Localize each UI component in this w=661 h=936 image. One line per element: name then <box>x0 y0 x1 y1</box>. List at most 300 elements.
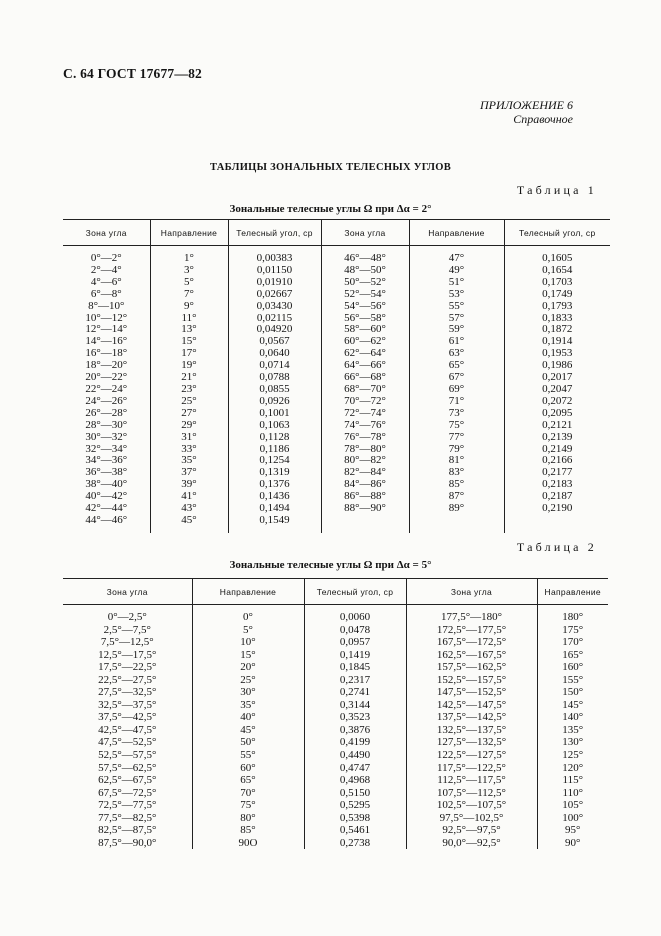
table-cell: 52°—54° <box>321 289 409 301</box>
table2-header-cell: Направление <box>537 579 608 605</box>
table-cell: 42°—44° <box>85 502 128 515</box>
table-cell: 160° <box>537 661 608 674</box>
table-cell: 0°—2,5° <box>107 611 147 623</box>
table-cell: 4°—6° <box>90 275 122 288</box>
table-cell: 152,5°—157,5° <box>406 674 537 687</box>
table-cell: 172,5°—177,5° <box>406 624 537 637</box>
table-cell <box>409 515 504 527</box>
table-row <box>63 313 610 325</box>
table-cell: 62,5°—67,5° <box>98 774 157 787</box>
table-cell: 84°—86° <box>321 479 409 491</box>
table-cell: 31° <box>150 432 228 444</box>
table-cell: 8°—10° <box>88 299 125 312</box>
table2-header-row <box>63 579 608 605</box>
table-cell: 5° <box>192 624 304 637</box>
table-cell: 46°—48° <box>321 253 409 265</box>
table-row <box>63 724 608 737</box>
table-cell: 0,0926 <box>228 396 321 408</box>
table-cell: 142,5°—147,5° <box>406 699 537 712</box>
table-row <box>63 762 608 775</box>
table-cell: 0,1494 <box>228 503 321 515</box>
table-cell: 74°—76° <box>321 420 409 432</box>
table-cell: 72°—74° <box>321 408 409 420</box>
table-row <box>63 479 610 491</box>
table-cell: 145° <box>537 699 608 712</box>
table-cell: 20° <box>192 661 304 674</box>
table-cell: 56°—58° <box>321 313 409 325</box>
table-row <box>63 336 610 348</box>
table-cell: 0,1703 <box>504 277 610 289</box>
table-cell: 15° <box>150 336 228 348</box>
table1-body <box>63 246 610 533</box>
table-cell: 55° <box>192 749 304 762</box>
table-cell: 180° <box>537 611 608 624</box>
table-cell: 0,00383 <box>228 253 321 265</box>
table-cell: 36°—38° <box>85 466 128 479</box>
table-cell: 165° <box>537 649 608 662</box>
table-cell: 132,5°—137,5° <box>406 724 537 737</box>
table-cell: 13° <box>150 324 228 336</box>
table-cell: 137,5°—142,5° <box>406 711 537 724</box>
table2-header-cell: Телесный угол, ср <box>304 579 406 605</box>
table-cell: 0,0567 <box>228 336 321 348</box>
table-cell: 41° <box>150 491 228 503</box>
table-cell: 76°—78° <box>321 432 409 444</box>
table-cell: 0,1319 <box>228 467 321 479</box>
table-row <box>63 408 610 420</box>
table-row <box>63 837 608 850</box>
table-cell: 0,1436 <box>228 491 321 503</box>
table-cell: 0,1833 <box>504 313 610 325</box>
table-cell: 26°—28° <box>85 406 128 419</box>
table-cell: 125° <box>537 749 608 762</box>
table-cell: 14°—16° <box>85 335 128 348</box>
table-row <box>63 455 610 467</box>
table-cell: 82°—84° <box>321 467 409 479</box>
table2-caption: Зональные телесные углы Ω при Δα = 5° <box>229 559 432 571</box>
table-cell: 0,04920 <box>228 324 321 336</box>
table-cell: 69° <box>409 384 504 396</box>
table-cell: 85° <box>192 824 304 837</box>
table-cell: 107,5°—112,5° <box>406 787 537 800</box>
table-cell: 32°—34° <box>85 442 128 455</box>
table-row <box>63 787 608 800</box>
table-cell: 127,5°—132,5° <box>406 736 537 749</box>
table1-header-cell: Зона угла <box>63 220 150 246</box>
table-row <box>63 824 608 837</box>
table-cell: 0,1749 <box>504 289 610 301</box>
table-cell: 0,1063 <box>228 420 321 432</box>
table-cell: 57,5°—62,5° <box>98 761 157 774</box>
table-row <box>63 396 610 408</box>
table-cell: 0,01910 <box>228 277 321 289</box>
table-cell: 25° <box>150 396 228 408</box>
table-cell: 0,5461 <box>304 824 406 837</box>
table-cell: 0,0714 <box>228 360 321 372</box>
table-cell: 48°—50° <box>321 265 409 277</box>
table2-header-cell: Зона угла <box>406 579 537 605</box>
table-cell: 73° <box>409 408 504 420</box>
table1-header-cell: Направление <box>409 220 504 246</box>
table-cell: 5° <box>150 277 228 289</box>
table-cell: 23° <box>150 384 228 396</box>
table-cell: 12°—14° <box>85 323 128 336</box>
table-cell: 12,5°—17,5° <box>98 648 157 661</box>
table-cell: 32,5°—37,5° <box>98 698 157 711</box>
table-cell: 54°—56° <box>321 301 409 313</box>
table-cell: 0,1953 <box>504 348 610 360</box>
table-cell: 175° <box>537 624 608 637</box>
table-cell: 86°—88° <box>321 491 409 503</box>
table-cell: 83° <box>409 467 504 479</box>
table-cell: 0,0788 <box>228 372 321 384</box>
table-cell: 120° <box>537 762 608 775</box>
table-cell: 0,2166 <box>504 455 610 467</box>
table-cell: 102,5°—107,5° <box>406 799 537 812</box>
table-row <box>63 611 608 624</box>
table-cell: 85° <box>409 479 504 491</box>
table-cell: 80°—82° <box>321 455 409 467</box>
table-cell: 43° <box>150 503 228 515</box>
table-row <box>63 711 608 724</box>
table-cell: 0,1001 <box>228 408 321 420</box>
table-cell: 21° <box>150 372 228 384</box>
table-cell: 90,0°—92,5° <box>406 837 537 850</box>
table-cell: 35° <box>150 455 228 467</box>
table-cell: 130° <box>537 736 608 749</box>
table-cell: 0,0060 <box>304 611 406 624</box>
table-cell: 50°—52° <box>321 277 409 289</box>
table-row <box>63 348 610 360</box>
table-cell: 65° <box>409 360 504 372</box>
table-cell: 45° <box>150 515 228 527</box>
table-cell: 71° <box>409 396 504 408</box>
table-row <box>63 699 608 712</box>
table-cell: 55° <box>409 301 504 313</box>
table-cell: 27,5°—32,5° <box>98 686 157 699</box>
table-row <box>63 649 608 662</box>
appendix-heading <box>480 98 573 126</box>
table-cell: 89° <box>409 503 504 515</box>
table-row <box>63 467 610 479</box>
table-cell: 0,2139 <box>504 432 610 444</box>
table-cell: 155° <box>537 674 608 687</box>
table-cell: 6°—8° <box>90 287 122 300</box>
table-cell: 33° <box>150 444 228 456</box>
table-cell: 105° <box>537 799 608 812</box>
table-cell: 90О <box>192 837 304 850</box>
table-cell: 15° <box>192 649 304 662</box>
table-row <box>63 491 610 503</box>
table-cell: 0,1254 <box>228 455 321 467</box>
table-cell: 67° <box>409 372 504 384</box>
table-cell: 0,2190 <box>504 503 610 515</box>
table-cell: 177,5°—180° <box>406 611 537 624</box>
table-cell: 11° <box>150 313 228 325</box>
table-row <box>63 774 608 787</box>
table-cell: 64°—66° <box>321 360 409 372</box>
table-cell: 0,1128 <box>228 432 321 444</box>
table-cell: 1° <box>150 253 228 265</box>
table-cell: 35° <box>192 699 304 712</box>
table-cell: 157,5°—162,5° <box>406 661 537 674</box>
table-cell: 0,1793 <box>504 301 610 313</box>
table-cell: 0,2177 <box>504 467 610 479</box>
table-cell: 0,1914 <box>504 336 610 348</box>
table-cell: 18°—20° <box>85 359 128 372</box>
page-header: С. 64 ГОСТ 17677—82 <box>63 66 202 81</box>
table2-body <box>63 605 608 850</box>
table-cell: 57° <box>409 313 504 325</box>
table-cell: 0,1186 <box>228 444 321 456</box>
table-cell: 0,5295 <box>304 799 406 812</box>
table-cell: 0,02667 <box>228 289 321 301</box>
table-cell: 0,3523 <box>304 711 406 724</box>
table-cell: 79° <box>409 444 504 456</box>
table-cell: 0,2072 <box>504 396 610 408</box>
table-cell: 0,1986 <box>504 360 610 372</box>
table1 <box>63 219 610 533</box>
appendix-subtitle: Справочное <box>513 112 573 126</box>
table-cell: 75° <box>192 799 304 812</box>
table-row <box>63 515 610 527</box>
table-cell: 0,3876 <box>304 724 406 737</box>
table-cell: 87° <box>409 491 504 503</box>
table-cell: 10° <box>192 636 304 649</box>
table-cell: 40° <box>192 711 304 724</box>
table-cell: 68°—70° <box>321 384 409 396</box>
table-cell: 16°—18° <box>85 347 128 360</box>
table-cell: 0,2121 <box>504 420 610 432</box>
table-cell: 122,5°—127,5° <box>406 749 537 762</box>
spacer-row <box>63 246 610 254</box>
table-cell: 95° <box>537 824 608 837</box>
table-cell: 77° <box>409 432 504 444</box>
table-cell: 90° <box>537 837 608 850</box>
table-row <box>63 624 608 637</box>
table-row <box>63 686 608 699</box>
main-title: ТАБЛИЦЫ ЗОНАЛЬНЫХ ТЕЛЕСНЫХ УГЛОВ <box>209 162 452 173</box>
table-cell: 58°—60° <box>321 324 409 336</box>
table-cell: 78°—80° <box>321 444 409 456</box>
table-row <box>63 812 608 825</box>
table-row <box>63 420 610 432</box>
table-row <box>63 253 610 265</box>
table-cell: 65° <box>192 774 304 787</box>
table-cell: 17,5°—22,5° <box>98 661 157 674</box>
table-row <box>63 661 608 674</box>
table-cell: 0,5150 <box>304 787 406 800</box>
table-cell: 75° <box>409 420 504 432</box>
table1-label: Таблица 1 <box>516 183 597 197</box>
table-cell: 0,02115 <box>228 313 321 325</box>
table1-header-cell: Телесный угол, ср <box>504 220 610 246</box>
table-cell: 0,1872 <box>504 324 610 336</box>
table-cell: 112,5°—117,5° <box>406 774 537 787</box>
table-cell: 0,0855 <box>228 384 321 396</box>
table-cell: 17° <box>150 348 228 360</box>
table-cell: 42,5°—47,5° <box>98 723 157 736</box>
table-cell: 19° <box>150 360 228 372</box>
table-cell: 0,2741 <box>304 686 406 699</box>
table-cell: 24°—26° <box>85 394 128 407</box>
table-row <box>63 324 610 336</box>
table-cell: 0,01150 <box>228 265 321 277</box>
table-cell: 0,0478 <box>304 624 406 637</box>
table-row <box>63 799 608 812</box>
table-cell: 77,5°—82,5° <box>98 811 157 824</box>
table-cell: 40°—42° <box>85 490 128 503</box>
table-cell: 38°—40° <box>85 478 128 491</box>
table-cell: 63° <box>409 348 504 360</box>
table-cell: 0,2017 <box>504 372 610 384</box>
table-cell: 0,2187 <box>504 491 610 503</box>
table-cell: 0,1654 <box>504 265 610 277</box>
table-cell: 3° <box>150 265 228 277</box>
table-cell: 0,5398 <box>304 812 406 825</box>
table-row <box>63 503 610 515</box>
table-cell: 0,2317 <box>304 674 406 687</box>
table-cell: 34°—36° <box>85 454 128 467</box>
table-cell: 30° <box>192 686 304 699</box>
table-cell: 0,1549 <box>228 515 321 527</box>
table-cell: 61° <box>409 336 504 348</box>
table-cell: 45° <box>192 724 304 737</box>
table-cell: 100° <box>537 812 608 825</box>
table-cell: 28°—30° <box>85 418 128 431</box>
table2-header-cell: Зона угла <box>63 579 192 605</box>
table-cell: 60° <box>192 762 304 775</box>
table-cell: 0,2738 <box>304 837 406 850</box>
table-row <box>63 289 610 301</box>
table-cell: 88°—90° <box>321 503 409 515</box>
table-cell: 62°—64° <box>321 348 409 360</box>
table-cell: 0,2095 <box>504 408 610 420</box>
table-cell: 115° <box>537 774 608 787</box>
table-cell: 97,5°—102,5° <box>406 812 537 825</box>
table-cell: 27° <box>150 408 228 420</box>
table-cell: 0,1419 <box>304 649 406 662</box>
table-row <box>63 372 610 384</box>
table-cell: 7,5°—12,5° <box>100 636 154 649</box>
table-cell: 50° <box>192 736 304 749</box>
table1-caption: Зональные телесные углы Ω при Δα = 2° <box>229 203 432 215</box>
table-cell: 0,2047 <box>504 384 610 396</box>
table-row <box>63 301 610 313</box>
table-cell: 72,5°—77,5° <box>98 799 157 812</box>
table-row <box>63 444 610 456</box>
table-cell: 53° <box>409 289 504 301</box>
table-cell: 20°—22° <box>85 371 128 384</box>
table-cell: 70° <box>192 787 304 800</box>
table-cell: 10°—12° <box>85 311 128 324</box>
table-row <box>63 749 608 762</box>
table-cell: 0,4199 <box>304 736 406 749</box>
table-cell: 37° <box>150 467 228 479</box>
table-cell: 37,5°—42,5° <box>98 711 157 724</box>
table-cell: 49° <box>409 265 504 277</box>
table-cell: 60°—62° <box>321 336 409 348</box>
table-cell: 0,1845 <box>304 661 406 674</box>
table-cell: 162,5°—167,5° <box>406 649 537 662</box>
table-cell: 135° <box>537 724 608 737</box>
spacer-row <box>63 527 610 533</box>
table-cell: 9° <box>150 301 228 313</box>
table-cell: 0,1376 <box>228 479 321 491</box>
table2-header-cell: Направление <box>192 579 304 605</box>
table-cell: 0,2149 <box>504 444 610 456</box>
table-cell: 7° <box>150 289 228 301</box>
table-cell: 92,5°—97,5° <box>406 824 537 837</box>
table-cell: 87,5°—90,0° <box>98 836 157 849</box>
table-cell: 47° <box>409 253 504 265</box>
table2 <box>63 578 608 849</box>
table-cell: 52,5°—57,5° <box>98 749 157 762</box>
table-cell: 0,0957 <box>304 636 406 649</box>
table-cell: 82,5°—87,5° <box>98 824 157 837</box>
table-cell: 0° <box>192 611 304 624</box>
table-cell: 2°—4° <box>90 263 122 276</box>
table-row <box>63 736 608 749</box>
table-cell: 47,5°—52,5° <box>98 736 157 749</box>
table-cell: 0,3144 <box>304 699 406 712</box>
table-cell: 30°—32° <box>85 430 128 443</box>
table-cell: 117,5°—122,5° <box>406 762 537 775</box>
table1-header-cell: Зона угла <box>321 220 409 246</box>
table-cell: 170° <box>537 636 608 649</box>
table-cell: 80° <box>192 812 304 825</box>
table-cell: 0°—2° <box>90 252 122 264</box>
table-cell: 22,5°—27,5° <box>98 673 157 686</box>
table-cell: 22°—24° <box>85 382 128 395</box>
table-row <box>63 674 608 687</box>
table-cell: 0,1605 <box>504 253 610 265</box>
table-row <box>63 636 608 649</box>
table-row <box>63 360 610 372</box>
table-cell: 44°—46° <box>85 513 128 526</box>
table-row <box>63 384 610 396</box>
table-cell: 39° <box>150 479 228 491</box>
table-cell: 0,0640 <box>228 348 321 360</box>
table-cell: 70°—72° <box>321 396 409 408</box>
table-cell <box>321 515 409 527</box>
table-cell: 0,03430 <box>228 301 321 313</box>
table-cell: 0,4747 <box>304 762 406 775</box>
table1-header-cell: Телесный угол, ср <box>228 220 321 246</box>
table-cell: 59° <box>409 324 504 336</box>
table-cell: 110° <box>537 787 608 800</box>
table-cell: 66°—68° <box>321 372 409 384</box>
table-cell: 150° <box>537 686 608 699</box>
table-cell: 51° <box>409 277 504 289</box>
table-row <box>63 277 610 289</box>
table-cell: 0,4490 <box>304 749 406 762</box>
table1-header-cell: Направление <box>150 220 228 246</box>
table-cell: 0,4968 <box>304 774 406 787</box>
table2-label: Таблица 2 <box>516 540 597 554</box>
table-cell: 29° <box>150 420 228 432</box>
table-cell: 67,5°—72,5° <box>98 786 157 799</box>
table-cell <box>504 515 610 527</box>
table-cell: 81° <box>409 455 504 467</box>
table1-header-row <box>63 220 610 246</box>
appendix-title: ПРИЛОЖЕНИЕ 6 <box>480 98 573 112</box>
table-row <box>63 265 610 277</box>
table-cell: 2,5°—7,5° <box>103 623 151 636</box>
table-cell: 167,5°—172,5° <box>406 636 537 649</box>
table-cell: 140° <box>537 711 608 724</box>
table-row <box>63 432 610 444</box>
